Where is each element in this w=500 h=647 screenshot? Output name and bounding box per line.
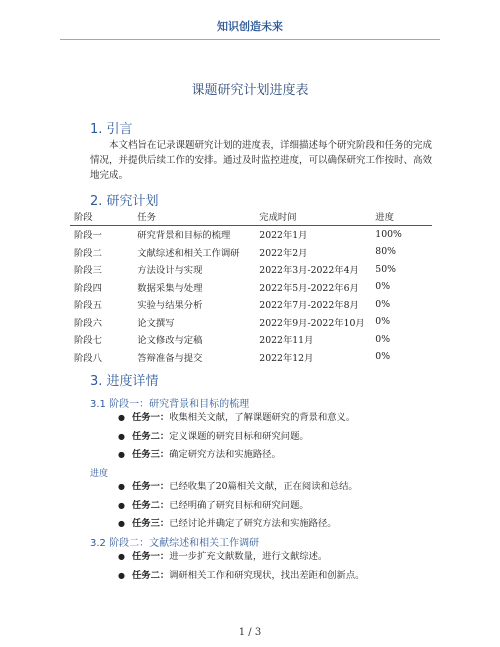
cell-due: 2022年7月-2022年8月	[259, 300, 359, 312]
cell-task: 研究背景和目标的梳理	[137, 230, 231, 242]
list-item	[118, 515, 358, 534]
table-row	[70, 261, 432, 279]
task-name: 任务三：	[132, 518, 170, 529]
stage-one-task-list	[118, 409, 355, 465]
table-row	[70, 331, 432, 349]
list-item	[118, 446, 355, 465]
table-header-row	[70, 207, 432, 225]
cell-progress: 0%	[375, 316, 391, 328]
cell-progress: 0%	[375, 298, 391, 310]
task-text: 确定研究方法和实施路径。	[169, 449, 281, 460]
introduction-paragraph: 本文档旨在记录课题研究计划的进度表，详细描述每个研究阶段和任务的完成情况，并提供后续工作的安排。通过及时监控进度，可以确保研究工作按时、高效地完成。	[90, 140, 433, 181]
cell-due: 2022年2月	[259, 247, 308, 259]
bullet-icon: ●	[118, 450, 125, 459]
column-header-task: 任务	[137, 211, 156, 223]
task-name: 任务二：	[132, 499, 170, 511]
cell-stage: 阶段三	[74, 265, 102, 277]
task-name: 任务二：	[132, 430, 170, 442]
cell-due: 2022年5月-2022年6月	[259, 282, 359, 294]
cell-stage: 阶段一	[74, 230, 102, 242]
cell-progress: 0%	[375, 333, 391, 345]
task-name: 任务一：	[132, 481, 170, 492]
list-item	[118, 478, 358, 497]
cell-stage: 阶段五	[74, 300, 102, 312]
table-row	[70, 313, 432, 331]
column-header-stage: 阶段	[74, 211, 93, 223]
cell-due: 2022年1月	[259, 230, 308, 242]
list-item	[118, 567, 364, 586]
cell-stage: 阶段二	[74, 247, 102, 259]
bullet-icon: ●	[118, 500, 125, 510]
task-name: 任务一：	[132, 551, 170, 562]
cell-due: 2022年9月-2022年10月	[259, 317, 365, 329]
table-row	[70, 225, 432, 243]
task-text: 已经收集了20篇相关文献，正在阅读和总结。	[169, 481, 358, 492]
column-header-due: 完成时间	[259, 211, 297, 223]
task-text: 定义课题的研究目标和研究问题。	[169, 430, 309, 442]
cell-progress: 100%	[375, 228, 402, 240]
brand-header: 知识创造未来	[217, 20, 283, 33]
cell-task: 文献综述和相关工作调研	[137, 247, 240, 259]
bullet-icon: ●	[118, 431, 125, 441]
page-number: 1 / 3	[238, 627, 262, 638]
column-header-progress: 进度	[375, 211, 394, 223]
table-row	[70, 278, 432, 296]
stage-two-task-list	[118, 548, 364, 585]
cell-task: 方法设计与实现	[137, 265, 203, 277]
cell-progress: 80%	[375, 246, 396, 258]
task-name: 任务二：	[132, 569, 170, 581]
cell-stage: 阶段八	[74, 352, 102, 364]
task-name: 任务一：	[132, 412, 170, 423]
task-text: 进一步扩充文献数量，进行文献综述。	[169, 551, 328, 562]
table-row	[70, 296, 432, 314]
task-text: 调研相关工作和研究现状，找出差距和创新点。	[169, 569, 365, 581]
cell-stage: 阶段四	[74, 282, 102, 294]
cell-due: 2022年3月-2022年4月	[259, 265, 359, 277]
cell-due: 2022年12月	[259, 352, 314, 364]
cell-task: 实验与结果分析	[137, 300, 203, 312]
stage-one-progress-list	[118, 478, 358, 534]
list-item	[118, 497, 358, 516]
cell-due: 2022年11月	[259, 335, 314, 347]
task-text: 已经明确了研究目标和研究问题。	[169, 499, 309, 511]
document-title: 课题研究计划进度表	[191, 83, 309, 98]
cell-progress: 0%	[375, 351, 391, 363]
progress-subheading: 进度	[90, 469, 109, 479]
cell-task: 论文撰写	[137, 317, 175, 329]
cell-task: 答辩准备与提交	[137, 352, 203, 364]
section-heading-introduction: 1. 引言	[90, 122, 133, 137]
bullet-icon: ●	[118, 552, 125, 561]
list-item	[118, 428, 355, 447]
cell-stage: 阶段七	[74, 335, 102, 347]
research-plan-table	[70, 207, 432, 366]
cell-task: 数据采集与处理	[137, 282, 203, 294]
bullet-icon: ●	[118, 413, 125, 422]
cell-progress: 0%	[375, 281, 391, 293]
section-heading-progress-details: 3. 进度详情	[90, 374, 159, 389]
cell-progress: 50%	[375, 263, 396, 275]
table-row	[70, 348, 432, 366]
cell-stage: 阶段六	[74, 317, 102, 329]
cell-task: 论文修改与定稿	[137, 335, 203, 347]
bullet-icon: ●	[118, 519, 125, 528]
subsection-heading-stage-two: 3.2 阶段二：文献综述和相关工作调研	[90, 538, 260, 549]
list-item	[118, 409, 355, 428]
task-text: 收集相关文献，了解课题研究的背景和意义。	[169, 412, 356, 423]
subsection-heading-stage-one: 3.1 阶段一：研究背景和目标的梳理	[90, 399, 250, 410]
bullet-icon: ●	[118, 570, 125, 580]
list-item	[118, 548, 364, 567]
task-name: 任务三：	[132, 449, 170, 460]
task-text: 已经讨论并确定了研究方法和实施路径。	[169, 518, 337, 529]
section-heading-research-plan: 2. 研究计划	[90, 194, 159, 209]
bullet-icon: ●	[118, 482, 125, 491]
table-row	[70, 243, 432, 261]
header-divider	[60, 39, 440, 40]
